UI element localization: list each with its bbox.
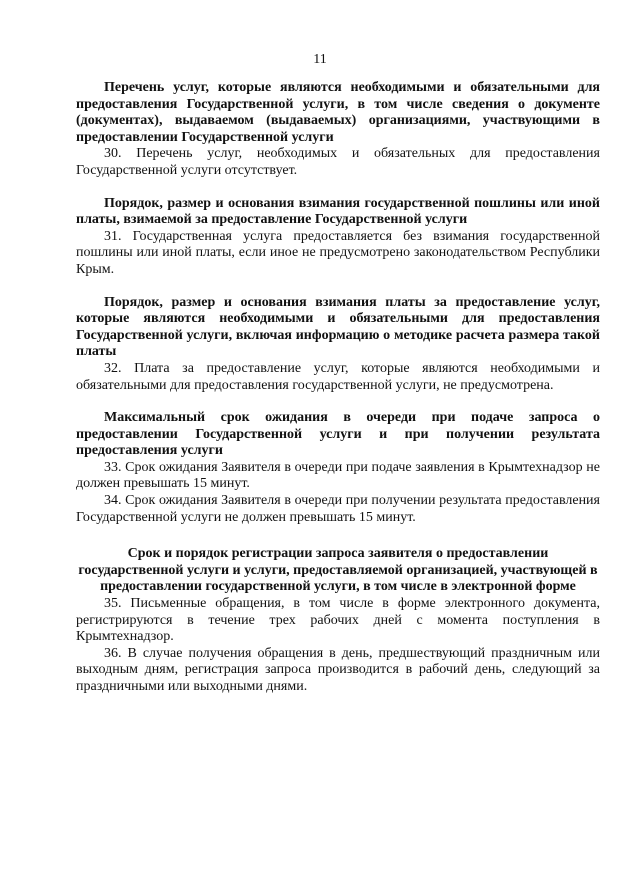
section-heading: Срок и порядок регистрации запроса заявителя о предоставлении государственной услуги и услуги, предоставляемой организацией, участвующей в предоставлении государственной услуги, в том числе в электронной форме [78,546,598,595]
section-heading: Максимальный срок ожидания в очереди при подаче запроса о предоставлении Государственной услуги и при получении результата предоставления услуги [76,410,600,459]
paragraph-30: 30. Перечень услуг, необходимых и обязательных для предоставления Государственной услуги отсутствует. [76,146,600,178]
paragraph-32: 32. Плата за предоставление услуг, которые являются необходимыми и обязательными для предоставления государственной услуги, не предусмотрена. [76,360,600,393]
section-service-fee [76,295,600,395]
paragraph-31: 31. Государственная услуга предоставляется без взимания государственной пошлины или иной платы, если иное не предусмотрено законодательством Республики Крым. [76,228,600,277]
section-queue-time [76,410,600,526]
section-heading: Порядок, размер и основания взимания государственной пошлины или иной платы, взимаемой за предоставление Государственной услуги [76,195,600,228]
section-services-list [76,80,600,180]
paragraph-34: 34. Срок ожидания Заявителя в очереди при получении результата предоставления Государственной услуги не должен превышать 15 минут. [76,493,600,525]
section-registration [76,546,600,695]
section-heading: Порядок, размер и основания взимания платы за предоставление услуг, которые являются необходимыми и обязательными для предоставления Государственной услуги, включая информацию о методике расчета размера такой платы [76,294,600,360]
paragraph-36: 36. В случае получения обращения в день, предшествующий праздничным или выходным дням, регистрация запроса производится в рабочий день, следующий за праздничными или выходными днями. [76,645,600,694]
section-heading: Перечень услуг, которые являются необходимыми и обязательными для предоставления Государственной услуги, в том числе сведения о документе (документах), выдаваемом (выдаваемых) организациями, участвующими в предоставлении Государственной услуги [76,80,600,145]
paragraph-33: 33. Срок ожидания Заявителя в очереди при подаче заявления в Крымтехнадзор не должен превышать 15 минут. [76,459,600,492]
section-state-fee [76,196,600,279]
page-number: 11 [313,52,327,67]
paragraph-35: 35. Письменные обращения, в том числе в форме электронного документа, регистрируются в течение трех рабочих дней с момента поступления в Крымтехнадзор. [76,596,600,645]
document-body [76,80,600,696]
